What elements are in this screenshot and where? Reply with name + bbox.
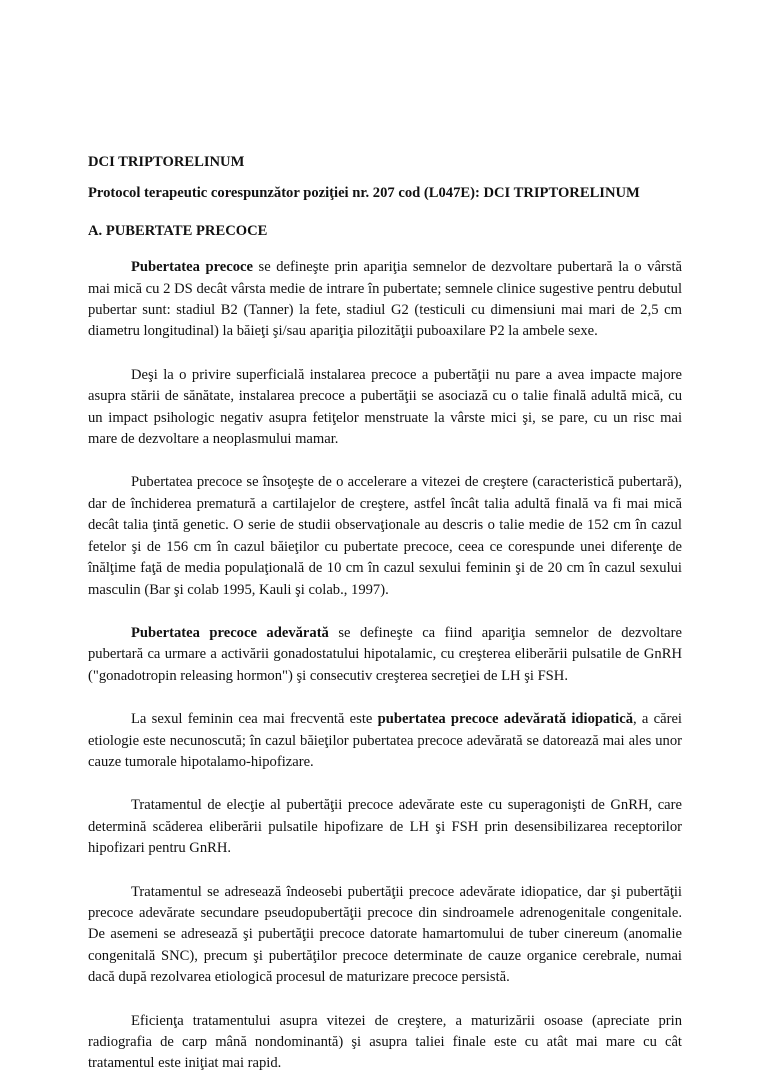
paragraph-true-puberty [88, 623, 682, 687]
paragraph-definition [88, 257, 682, 343]
section-heading: A. PUBERTATE PRECOCE [88, 222, 268, 239]
paragraph-growth: Pubertatea precoce se însoţeşte de o accelerare a vitezei de creştere (caracteristică pubertară), dar de închiderea prematură a cartilajelor de creştere, astfel încât talia adultă finală va fi mai mică decât talia ţintă genetic. O serie de studii observaţionale au descris o talie medie de 152 cm în cazul fetelor şi de 156 cm în cazul băieţilor cu pubertate precoce, ceea ce corespunde unei diferenţe de înălţime faţă de media populaţională de 10 cm în cazul sexului feminin şi de 20 cm în cazul sexului masculin (Bar şi colab 1995, Kauli şi colab., 1997). [88, 474, 682, 598]
paragraph-efficiency: Eficienţa tratamentului asupra vitezei de creştere, a maturizării osoase (apreciate prin radiografia de carp mână nondominantă) şi asupra taliei finale este cu atât mai mare cu cât tratamentul este iniţiat mai rapid. [88, 1012, 682, 1072]
document-page [88, 152, 682, 1075]
paragraph-text: se defineşte prin apariţia semnelor de dezvoltare pubertară la o vârstă mai mică cu 2 DS decât vârsta medie de intrare în pubertate; semnele clinice sugestive pentru debutul pubertar sunt: stadiul B2 (Tanner) la fete, stadiul G2 (testiculi cu dimensiuni mai mari de 2,5 cm diametru longitudinal) la băieţi şi/sau apariţia pilozităţii puboaxilare P2 la ambele sexe. [88, 259, 682, 340]
paragraph-text: se defineşte ca fiind apariţia semnelor de dezvoltare pubertară ca urmare a activării gonadostatului hipotalamic, cu creşterea eliberării pulsatile de GnRH ("gonadotropin releasing hormon") şi consecutiv creşterea secreţiei de LH şi FSH. [88, 624, 682, 684]
term-pubertatea-precoce-adevarata: Pubertatea precoce adevărată [131, 624, 329, 641]
term-idiopatica: pubertatea precoce adevărată idiopatică [377, 711, 634, 728]
paragraph-treatment-choice: Tratamentul de elecţie al pubertăţii precoce adevărate este cu superagonişti de GnRH, care determină scăderea eliberării pulsatile hipofizare de LH şi FSH prin desensibilizarea receptorilor hipofizari pentru GnRH. [88, 797, 682, 857]
paragraph-etiology [88, 709, 682, 773]
paragraph-treatment-indications: Tratamentul se adresează îndeosebi pubertăţii precoce adevărate idiopatice, dar şi pubertăţii precoce adevărate secundare pseudopubertăţii precoce din sindroamele adrenogenitale congenitale. De asemeni se adresează şi pubertăţii precoce datorate hamartomului de tuber cinereum (anomalie congenitală SNC), precum şi pubertăţilor precoce determinate de cauze organice cerebrale, numai dacă după rezolvarea etiologică procesul de maturizare precoce persistă. [88, 883, 682, 986]
term-pubertatea-precoce: Pubertatea precoce [131, 259, 253, 276]
document-title: DCI TRIPTORELINUM [88, 154, 245, 170]
paragraph-text: , a cărei etiologie este necunoscută; în cazul băieţilor pubertatea precoce adevărată se datorează mai ales unor cauze tumorale hipotalamo-hipofizare. [88, 711, 682, 770]
paragraph-text: La sexul feminin cea mai frecventă este [131, 711, 378, 728]
paragraph-impact: Deşi la o privire superficială instalarea precoce a pubertăţii nu pare a avea impacte majore asupra stării de sănătate, instalarea precoce a pubertăţii se asociază cu o talie finală adultă mică, cu un impact psihologic negativ asupra fetiţelor menstruate la vârste mici şi, se pare, cu un risc mai mare de dezvoltare a neoplasmului mamar. [88, 366, 682, 448]
protocol-heading: Protocol terapeutic corespunzător poziţiei nr. 207 cod (L047E): DCI TRIPTORELINUM [88, 185, 640, 202]
